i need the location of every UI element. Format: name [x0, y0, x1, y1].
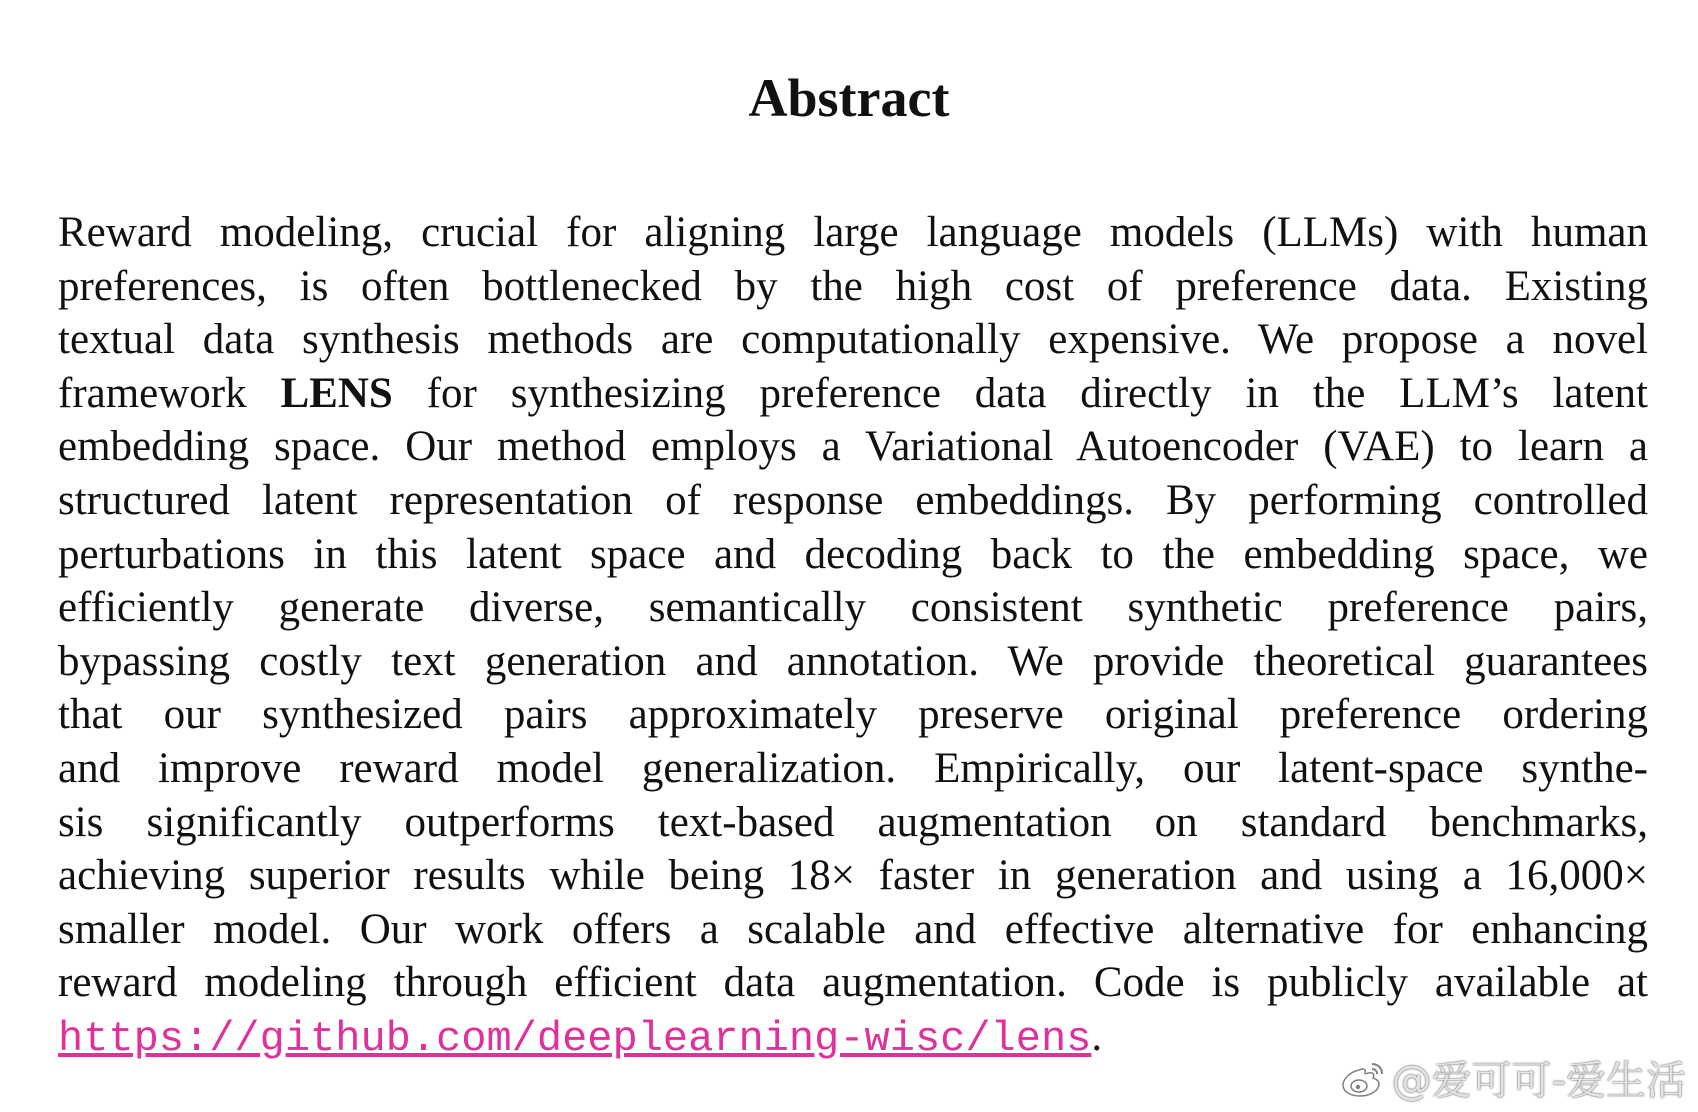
abstract-line-9: bypassing costly text generation and annotation. We provide theoretical guarantees — [58, 637, 1648, 685]
abstract-line-4-rest: for synthesizing preference data directly in the LLM’s latent — [392, 369, 1648, 417]
abstract-line-11: and improve reward model generalization. Empirically, our latent-space synthe- — [58, 744, 1648, 792]
abstract-line-4 — [58, 367, 1648, 421]
abstract-body — [58, 206, 1648, 1064]
abstract-line-5: embedding space. Our method employs a Variational Autoencoder (VAE) to learn a — [58, 423, 1648, 471]
abstract-line-10: that our synthesized pairs approximately preserve original preference ordering — [58, 691, 1648, 739]
abstract-line-7: perturbations in this latent space and decoding back to the embedding space, we — [58, 530, 1648, 578]
abstract-line-2: preferences, is often bottlenecked by the high cost of preference data. Existing — [58, 262, 1648, 310]
abstract-line-6: structured latent representation of response embeddings. By performing controlled — [58, 476, 1648, 524]
abstract-line-12: sis significantly outperforms text-based augmentation on standard benchmarks, — [58, 798, 1648, 846]
weibo-icon — [1340, 1058, 1386, 1098]
abstract-line-3: textual data synthesis methods are computationally expensive. We propose a novel — [58, 316, 1648, 364]
framework-name: LENS — [280, 369, 393, 417]
abstract-title: Abstract — [748, 68, 950, 128]
abstract-line-8: efficiently generate diverse, semantically consistent synthetic preference pairs, — [58, 584, 1648, 632]
abstract-line-1: Reward modeling, crucial for aligning large language models (LLMs) with human — [58, 209, 1648, 256]
abstract-line-14: smaller model. Our work offers a scalable and effective alternative for enhancing — [58, 905, 1648, 953]
abstract-line-15: reward modeling through efficient data augmentation. Code is publicly available at — [58, 959, 1648, 1007]
watermark-text: @爱可可-爱生活 — [1391, 1058, 1686, 1104]
code-link[interactable]: https://github.com/deeplearning-wisc/lens — [58, 1014, 1092, 1063]
link-period: . — [1091, 1012, 1103, 1060]
abstract-line-13: achieving superior results while being 18× faster in generation and using a 16,000× — [58, 852, 1648, 900]
watermark — [1340, 1049, 1686, 1106]
abstract-line-4-start: framework — [58, 369, 281, 417]
